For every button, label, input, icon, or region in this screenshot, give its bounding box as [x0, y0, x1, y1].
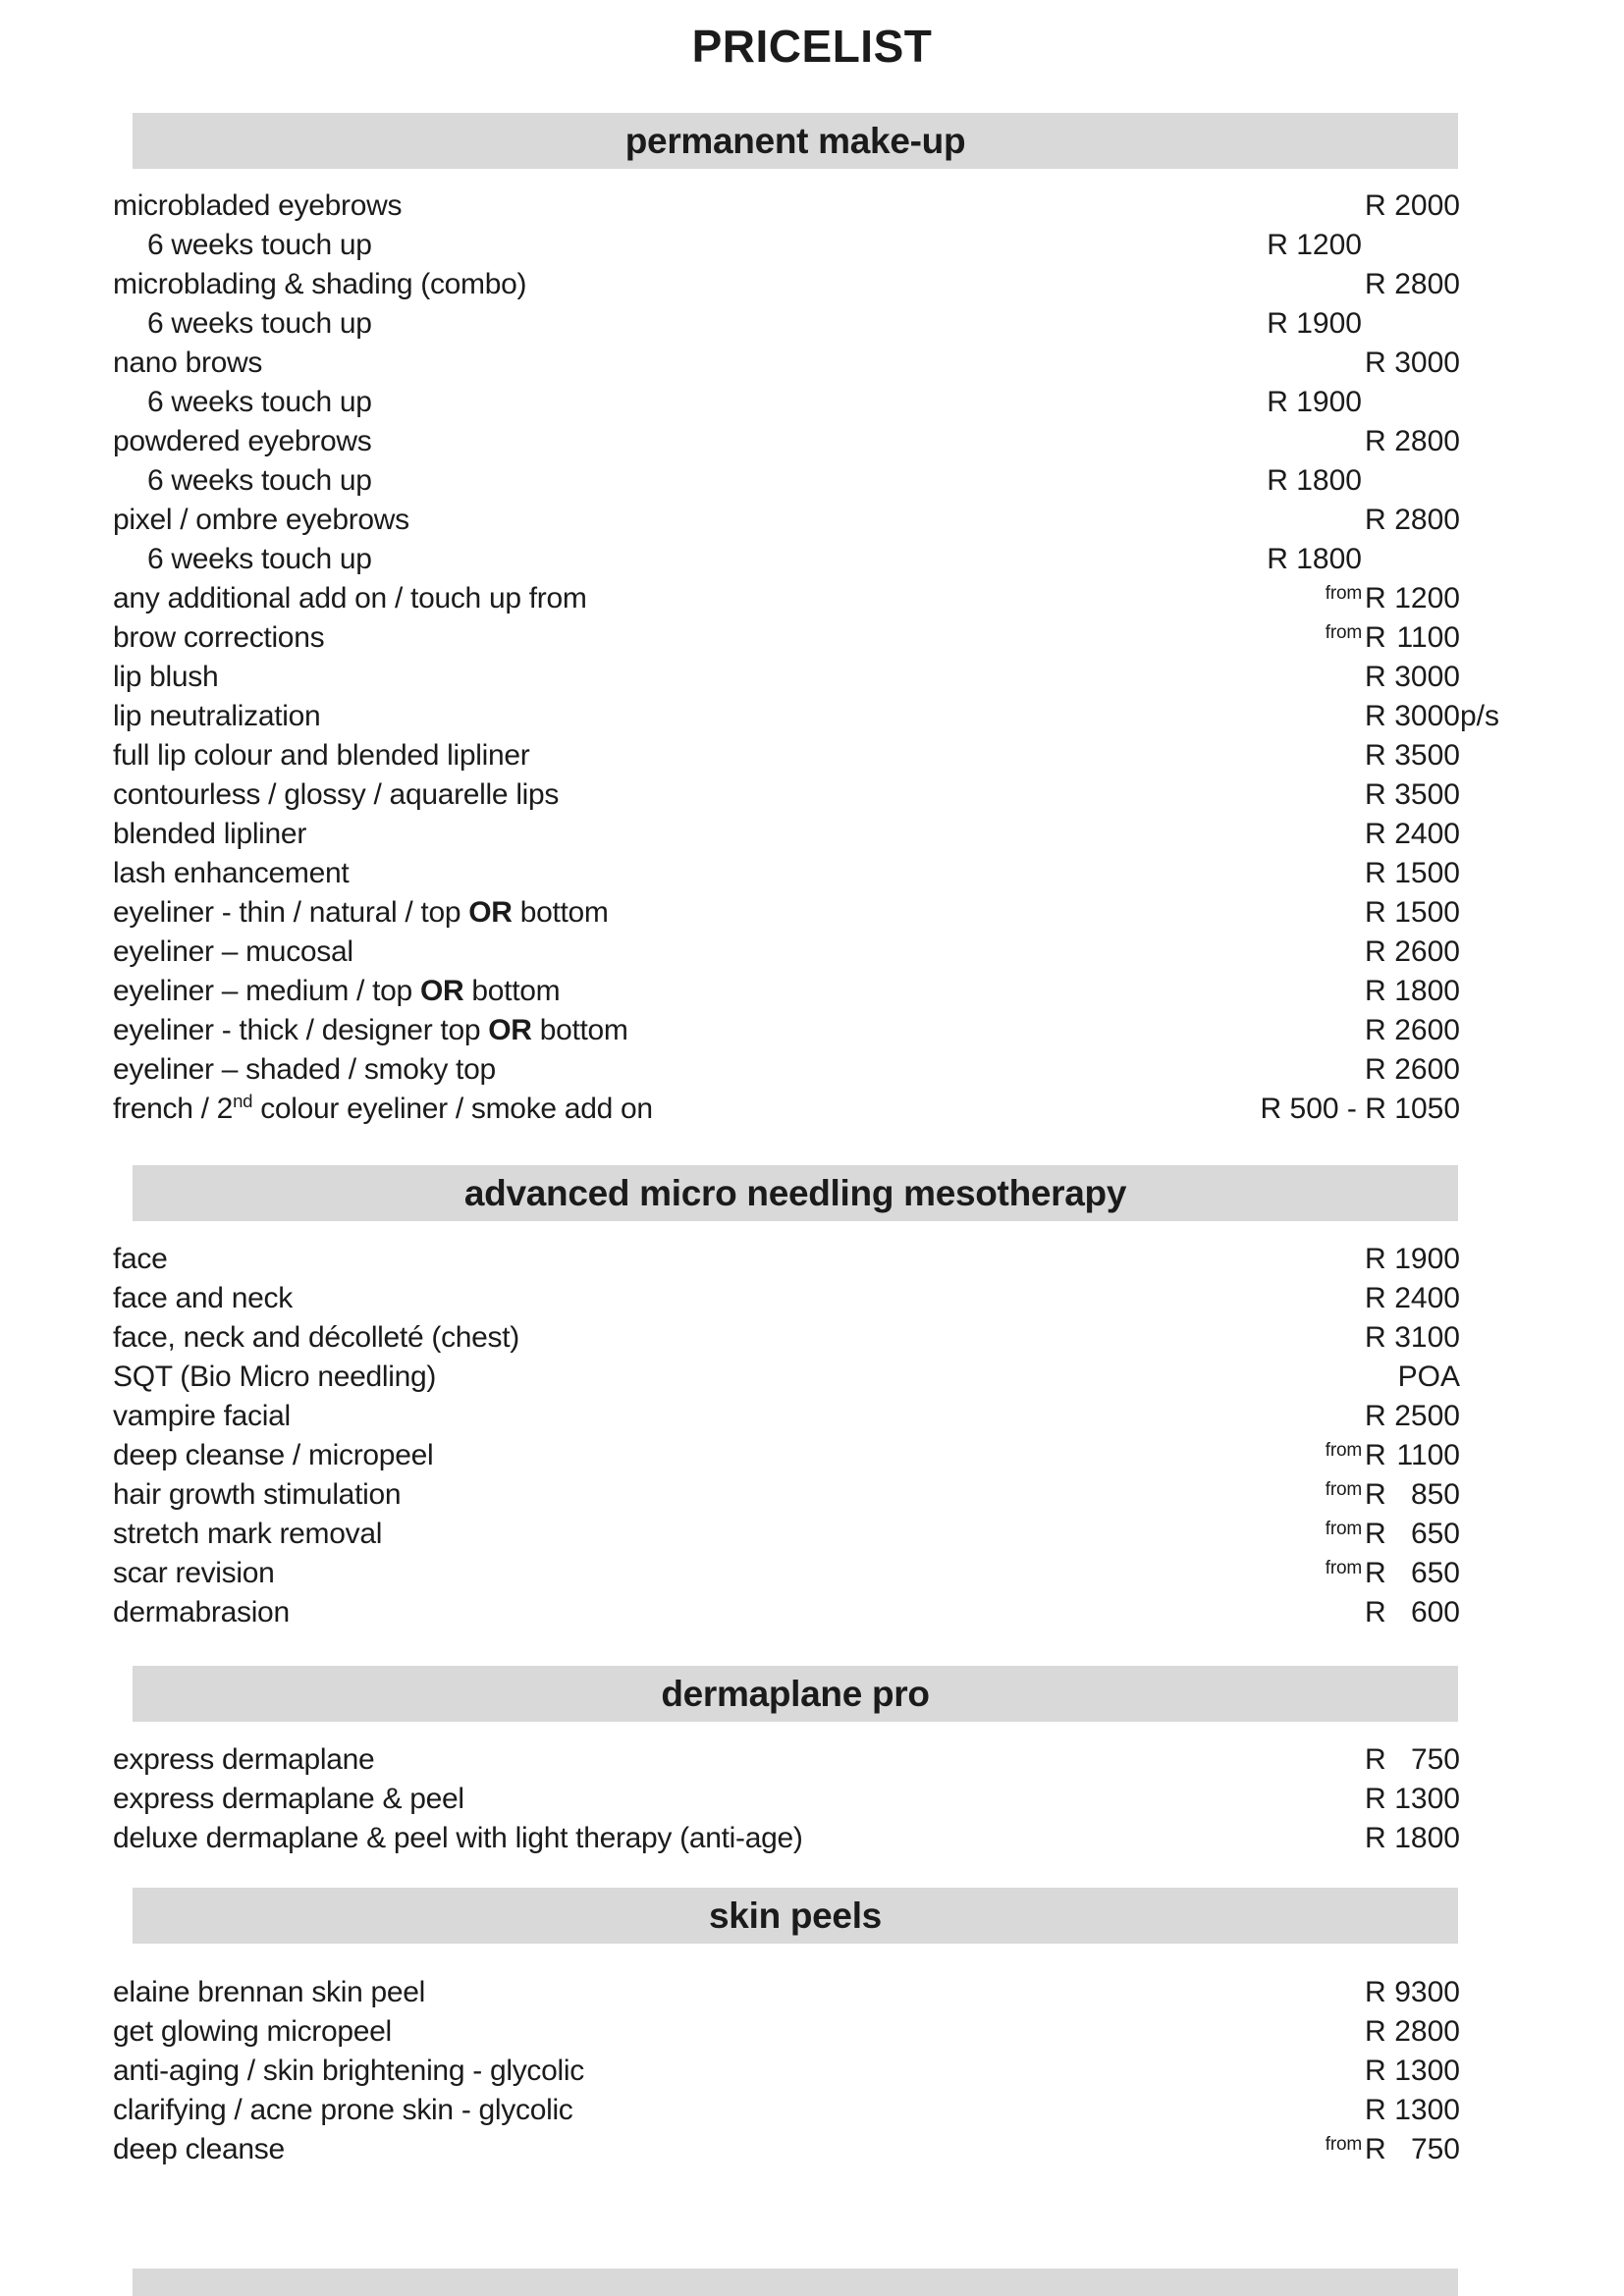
price	[1365, 1439, 1460, 1472]
currency-symbol: R	[1365, 896, 1386, 929]
price-number: 750	[1410, 2133, 1460, 2165]
service-label: eyeliner - thin / natural / top OR bottom	[113, 896, 609, 929]
price-row	[0, 2052, 1624, 2091]
from-qualifier: from	[1325, 622, 1362, 643]
price-row	[0, 1740, 1624, 1780]
price-row	[0, 854, 1624, 893]
price-amount	[1411, 1518, 1460, 1551]
service-label: elaine brennan skin peel	[113, 1976, 426, 2008]
price-number: 650	[1410, 1518, 1460, 1550]
price-row	[0, 226, 1624, 265]
service-label: scar revision	[113, 1557, 275, 1589]
price-row	[0, 1050, 1624, 1090]
price-number: 3000	[1394, 700, 1460, 732]
price-amount	[1394, 2055, 1460, 2088]
service-label: face, neck and décolleté (chest)	[113, 1321, 519, 1354]
price	[1365, 1478, 1460, 1512]
service-label: vampire facial	[113, 1400, 291, 1432]
currency-symbol: R	[1365, 347, 1386, 379]
price-amount	[1394, 2015, 1460, 2049]
price-number: 3000	[1394, 661, 1460, 693]
price-number: 3500	[1394, 739, 1460, 772]
service-label: blended lipliner	[113, 818, 307, 850]
price	[1365, 1014, 1460, 1047]
price-row	[0, 265, 1624, 304]
price-amount	[1394, 1014, 1460, 1047]
price-amount	[1394, 425, 1460, 458]
service-label: nano brows	[113, 347, 263, 379]
from-qualifier: from	[1325, 1558, 1362, 1578]
price-number: 2600	[1394, 1014, 1460, 1046]
service-label: brow corrections	[113, 621, 325, 654]
service-label: deep cleanse / micropeel	[113, 1439, 434, 1471]
service-label: get glowing micropeel	[113, 2015, 392, 2048]
price-row	[0, 893, 1624, 933]
section-header-dermaplane-pro	[133, 1666, 1458, 1722]
currency-symbol: R	[1365, 2094, 1386, 2126]
price-amount	[1396, 621, 1460, 655]
currency-symbol: R	[1365, 739, 1386, 772]
price	[1261, 1093, 1460, 1126]
price-number: 750	[1410, 1743, 1460, 1776]
price-amount	[1394, 1822, 1460, 1855]
currency-symbol: R	[1365, 857, 1386, 889]
price-number: 1200	[1394, 582, 1460, 614]
price-row	[0, 344, 1624, 383]
price	[1365, 504, 1460, 537]
service-label: full lip colour and blended lipliner	[113, 739, 530, 772]
currency-symbol: R	[1365, 975, 1386, 1007]
price-amount	[1394, 1282, 1460, 1315]
from-qualifier: from	[1325, 1440, 1362, 1461]
currency-symbol: R	[1365, 1243, 1386, 1275]
page-title: PRICELIST	[691, 21, 933, 72]
service-label: pixel / ombre eyebrows	[113, 504, 409, 536]
price	[1365, 857, 1460, 890]
price-row	[0, 1279, 1624, 1318]
price	[1365, 1557, 1460, 1590]
price	[1365, 189, 1460, 223]
price-amount	[1394, 1783, 1460, 1816]
price-amount	[1394, 504, 1460, 537]
price-row	[0, 1240, 1624, 1279]
service-label: express dermaplane	[113, 1743, 375, 1776]
price-number: 3100	[1394, 1321, 1460, 1354]
price-amount	[1394, 975, 1460, 1008]
price	[1365, 582, 1460, 615]
currency-symbol: R	[1365, 935, 1386, 968]
price	[1365, 1783, 1460, 1816]
price-row	[0, 972, 1624, 1011]
price-number: 1800	[1394, 975, 1460, 1007]
currency-symbol: R	[1365, 1596, 1386, 1629]
price	[1365, 1321, 1460, 1355]
from-qualifier: from	[1325, 2134, 1362, 2155]
price	[1365, 1243, 1460, 1276]
price	[1365, 347, 1460, 380]
price	[1365, 1400, 1460, 1433]
service-label: eyeliner – medium / top OR bottom	[113, 975, 561, 1007]
price-number: 1900	[1394, 1243, 1460, 1275]
price	[1365, 935, 1460, 969]
price-number: 650	[1410, 1557, 1460, 1589]
price-row	[0, 2091, 1624, 2130]
price-number: 1500	[1394, 896, 1460, 929]
price-row	[0, 775, 1624, 815]
touchup-price: R 1900	[1267, 386, 1362, 418]
service-label: stretch mark removal	[113, 1518, 383, 1550]
price	[1365, 2055, 1460, 2088]
price-row	[0, 461, 1624, 501]
service-label: microbladed eyebrows	[113, 189, 403, 222]
price	[1365, 700, 1500, 733]
currency-symbol: R	[1365, 189, 1386, 222]
price-row	[0, 1397, 1624, 1436]
price-row	[0, 1515, 1624, 1554]
currency-symbol: R	[1365, 1014, 1386, 1046]
service-label: powdered eyebrows	[113, 425, 372, 457]
price-amount	[1394, 268, 1460, 301]
service-label: anti-aging / skin brightening - glycolic	[113, 2055, 584, 2087]
currency-symbol: R	[1365, 661, 1386, 693]
currency-symbol: R	[1365, 1557, 1386, 1589]
service-label: clarifying / acne prone skin - glycolic	[113, 2094, 573, 2126]
price-amount	[1394, 582, 1460, 615]
currency-symbol: R	[1365, 1743, 1386, 1776]
currency-symbol: R	[1365, 1439, 1386, 1471]
price-row	[0, 1554, 1624, 1593]
currency-symbol: R	[1365, 582, 1386, 614]
price	[1365, 2015, 1460, 2049]
price-row	[0, 1973, 1624, 2012]
price	[1365, 975, 1460, 1008]
price-number: 850	[1410, 1478, 1460, 1511]
price-row	[0, 383, 1624, 422]
price-row	[0, 1358, 1624, 1397]
currency-symbol: R	[1365, 1478, 1386, 1511]
touchup-price: R 1800	[1267, 464, 1362, 497]
price-amount	[1394, 347, 1460, 380]
currency-symbol: R	[1365, 1783, 1386, 1815]
service-label: lash enhancement	[113, 857, 350, 889]
price-number: 2400	[1394, 1282, 1460, 1314]
price-number: 2600	[1394, 1053, 1460, 1086]
touchup-price: R 1800	[1267, 543, 1362, 575]
service-label: french / 2nd colour eyeliner / smoke add on	[113, 1091, 653, 1125]
price-amount	[1394, 2094, 1460, 2127]
touchup-price: R 1900	[1267, 307, 1362, 340]
price-row	[0, 1475, 1624, 1515]
section-header-skin-peels	[133, 1888, 1458, 1944]
currency-symbol: R	[1365, 2133, 1386, 2165]
service-label: face and neck	[113, 1282, 293, 1314]
currency-symbol: R	[1365, 425, 1386, 457]
price-amount	[1411, 1743, 1460, 1777]
from-qualifier: from	[1325, 583, 1362, 604]
price-number: 2800	[1394, 425, 1460, 457]
price-row	[0, 1011, 1624, 1050]
service-label: dermabrasion	[113, 1596, 290, 1629]
price	[1365, 268, 1460, 301]
currency-symbol: R	[1365, 2055, 1386, 2087]
price-amount	[1394, 857, 1460, 890]
price-number: 1800	[1394, 1822, 1460, 1854]
service-label: 6 weeks touch up	[147, 229, 372, 261]
price-amount	[1394, 818, 1460, 851]
price-number: 3500	[1394, 778, 1460, 811]
price	[1365, 1976, 1460, 2009]
currency-symbol: R	[1365, 1822, 1386, 1854]
price-number: 3000	[1394, 347, 1460, 379]
price-number: 1300	[1394, 1783, 1460, 1815]
service-label: lip blush	[113, 661, 219, 693]
price	[1365, 1053, 1460, 1087]
currency-symbol: R	[1365, 1518, 1386, 1550]
price-amount	[1394, 896, 1460, 930]
price-number: 2000	[1394, 189, 1460, 222]
price-amount	[1411, 1557, 1460, 1590]
price-text: R 500 - R 1050	[1260, 1093, 1460, 1125]
section-header-label: skin peels	[709, 1895, 882, 1936]
price-row	[0, 579, 1624, 618]
price-row	[0, 187, 1624, 226]
price	[1365, 1596, 1460, 1629]
price-row	[0, 2012, 1624, 2052]
price-number: 1300	[1394, 2055, 1460, 2087]
price-number: 2800	[1394, 504, 1460, 536]
price-row	[0, 1819, 1624, 1858]
price-row	[0, 1593, 1624, 1632]
service-label: contourless / glossy / aquarelle lips	[113, 778, 560, 811]
service-label: 6 weeks touch up	[147, 464, 372, 497]
service-label: hair growth stimulation	[113, 1478, 402, 1511]
price-number: 1500	[1394, 857, 1460, 889]
price-amount	[1411, 2133, 1460, 2166]
service-label: eyeliner – mucosal	[113, 935, 353, 968]
price-row	[0, 1436, 1624, 1475]
service-label: microblading & shading (combo)	[113, 268, 527, 300]
price-amount	[1411, 1478, 1460, 1512]
price-number: 2500	[1394, 1400, 1460, 1432]
price	[1365, 1361, 1460, 1394]
currency-symbol: R	[1365, 1053, 1386, 1086]
price	[1365, 2094, 1460, 2127]
currency-symbol: R	[1365, 1976, 1386, 2008]
price-amount	[1394, 1400, 1460, 1433]
price-amount	[1411, 1596, 1460, 1629]
price-amount	[1394, 935, 1460, 969]
currency-symbol: R	[1365, 504, 1386, 536]
currency-symbol: R	[1365, 778, 1386, 811]
price-amount	[1394, 739, 1460, 773]
section-header-label: advanced micro needling mesotherapy	[463, 1172, 1127, 1213]
price-amount	[1394, 1321, 1460, 1355]
price	[1365, 1822, 1460, 1855]
currency-symbol: R	[1365, 621, 1386, 654]
price-row	[0, 1780, 1624, 1819]
price-row	[0, 422, 1624, 461]
service-label: any additional add on / touch up from	[113, 582, 587, 614]
service-label: eyeliner - thick / designer top OR bottom	[113, 1014, 628, 1046]
price-amount	[1394, 1243, 1460, 1276]
price-row	[0, 2130, 1624, 2169]
price	[1365, 778, 1460, 812]
price	[1365, 661, 1460, 694]
currency-symbol: R	[1365, 700, 1386, 732]
price	[1365, 2133, 1460, 2166]
price-row	[0, 736, 1624, 775]
price-amount	[1396, 1439, 1460, 1472]
section-header-permanent-make-up	[133, 113, 1458, 169]
price	[1365, 1518, 1460, 1551]
price-number: 600	[1410, 1596, 1460, 1629]
service-label: face	[113, 1243, 168, 1275]
price	[1365, 818, 1460, 851]
touchup-price: R 1200	[1267, 229, 1362, 261]
price	[1365, 1282, 1460, 1315]
from-qualifier: from	[1325, 1479, 1362, 1500]
section-header-advanced-micro-needling-mesotherapy	[133, 1165, 1458, 1221]
price-number: 1100	[1396, 621, 1460, 654]
price-row	[0, 501, 1624, 540]
price-row	[0, 815, 1624, 854]
price-row	[0, 1090, 1624, 1129]
price-number: 2800	[1394, 268, 1460, 300]
price	[1365, 739, 1460, 773]
price-amount	[1394, 661, 1460, 694]
price-amount	[1394, 1053, 1460, 1087]
currency-symbol: R	[1365, 268, 1386, 300]
service-label: deluxe dermaplane & peel with light therapy (anti-age)	[113, 1822, 803, 1854]
price-text: POA	[1397, 1361, 1460, 1393]
price-number: 1300	[1394, 2094, 1460, 2126]
price-number: 2400	[1394, 818, 1460, 850]
price	[1365, 425, 1460, 458]
price-row	[0, 1318, 1624, 1358]
price	[1365, 1743, 1460, 1777]
price-row	[0, 658, 1624, 697]
price-number: 1100	[1396, 1439, 1460, 1471]
currency-symbol: R	[1365, 1282, 1386, 1314]
service-label: 6 weeks touch up	[147, 543, 372, 575]
price-row	[0, 697, 1624, 736]
currency-symbol: R	[1365, 818, 1386, 850]
price-row	[0, 933, 1624, 972]
section-header-label: permanent make-up	[624, 120, 966, 161]
price-number: 2600	[1394, 935, 1460, 968]
service-label: SQT (Bio Micro needling)	[113, 1361, 437, 1393]
price	[1365, 621, 1460, 655]
price-amount	[1394, 778, 1460, 812]
currency-symbol: R	[1365, 1400, 1386, 1432]
price-amount: 3000 p/s	[1394, 700, 1500, 732]
price-row	[0, 540, 1624, 579]
currency-symbol: R	[1365, 2015, 1386, 2048]
service-label: express dermaplane & peel	[113, 1783, 464, 1815]
price-number: 2800	[1394, 2015, 1460, 2048]
partial-section-bar-bottom	[133, 2269, 1458, 2296]
price-row	[0, 618, 1624, 658]
from-qualifier: from	[1325, 1519, 1362, 1539]
service-label: eyeliner – shaded / smoky top	[113, 1053, 496, 1086]
price-number: 9300	[1394, 1976, 1460, 2008]
price-amount	[1394, 1976, 1460, 2009]
section-header-label: dermaplane pro	[661, 1673, 930, 1714]
price	[1365, 896, 1460, 930]
price-row	[0, 304, 1624, 344]
service-label: lip neutralization	[113, 700, 321, 732]
service-label: 6 weeks touch up	[147, 386, 372, 418]
service-label: deep cleanse	[113, 2133, 285, 2165]
currency-symbol: R	[1365, 1321, 1386, 1354]
service-label: 6 weeks touch up	[147, 307, 372, 340]
price-amount	[1394, 189, 1460, 223]
